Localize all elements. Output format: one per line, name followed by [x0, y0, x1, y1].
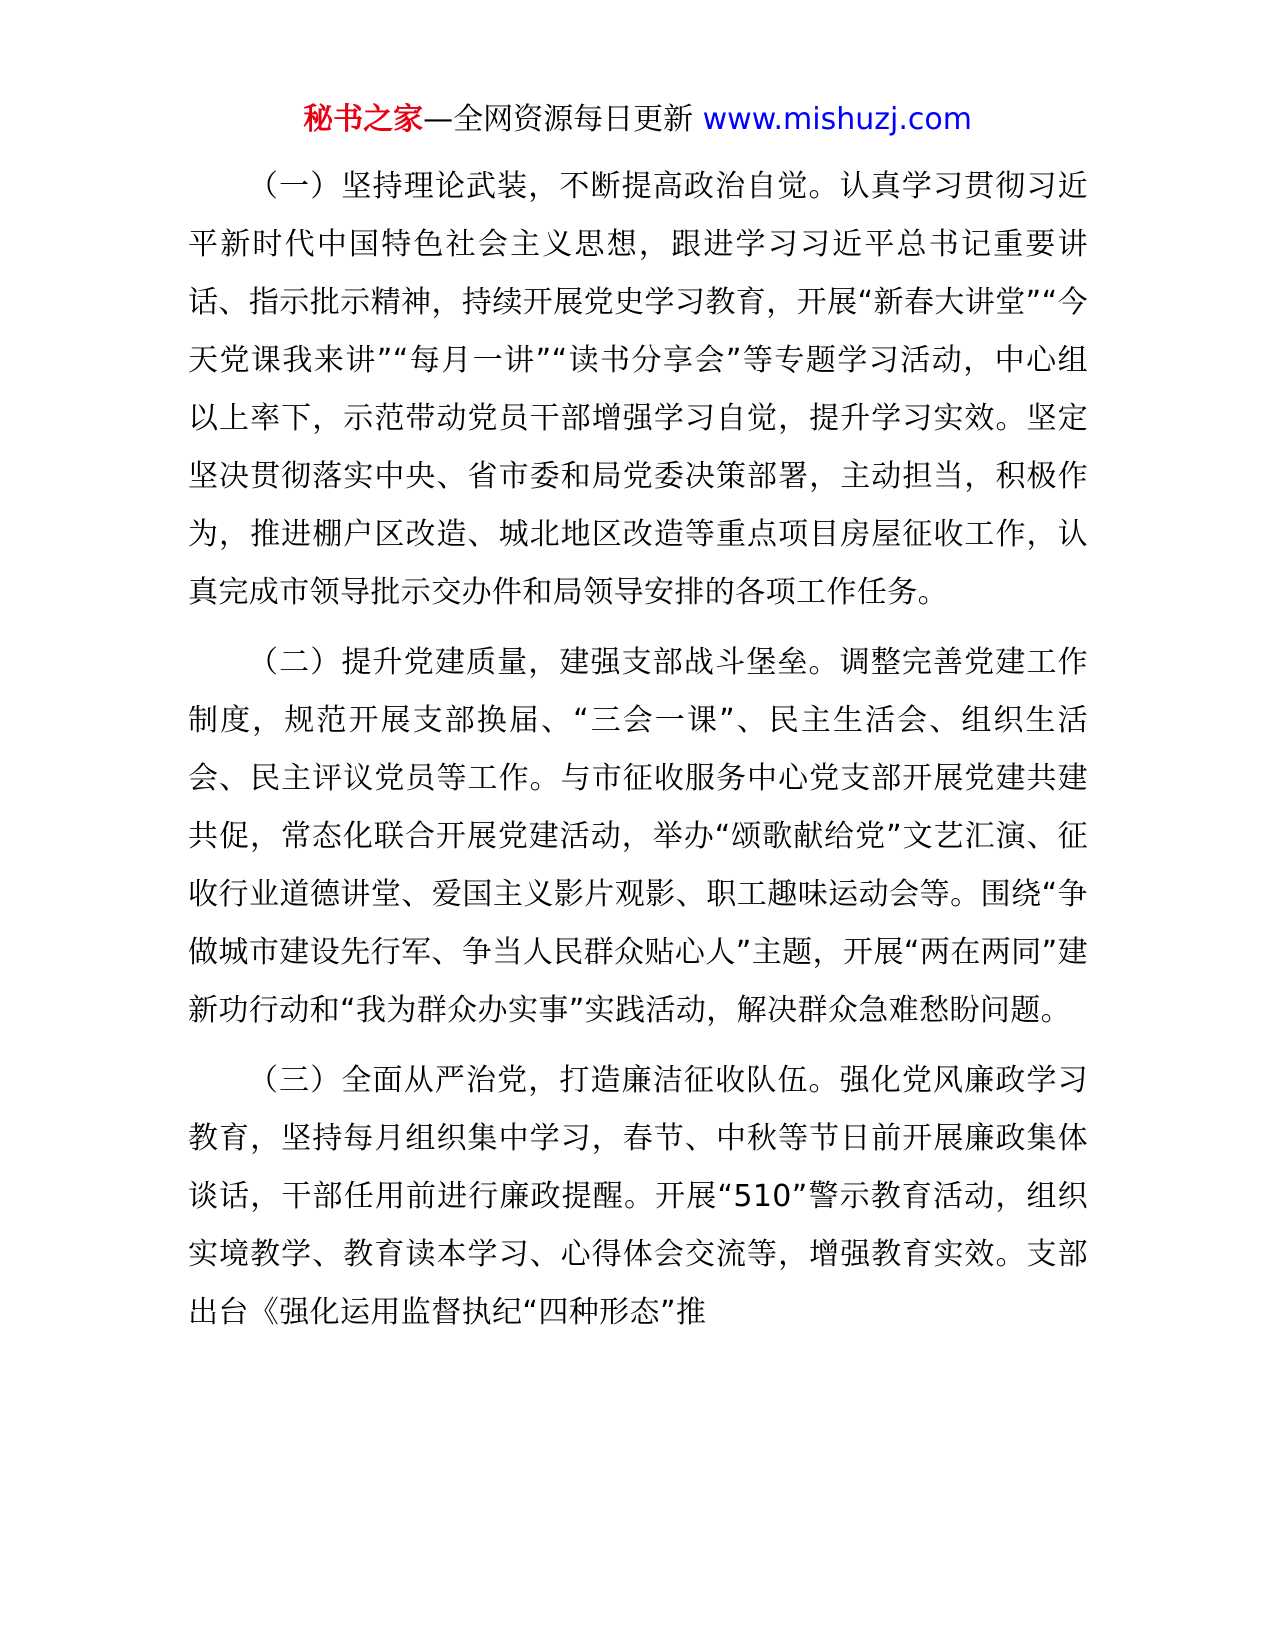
site-brand: 秘书之家: [303, 102, 424, 137]
site-tagline: —全网资源每日更新: [423, 102, 703, 137]
paragraph-2: （二）提升党建质量，建强支部战斗堡垒。调整完善党建工作制度，规范开展支部换届、“三会一课”、民主生活会、组织生活会、民主评议党员等工作。与市征收服务中心党支部开展党建共建共促，常态化联合开展党建活动，举办“颂歌献给党”文艺汇演、征收行业道德讲堂、爱国主义影片观影、职工趣味运动会等。围绕“争做城市建设先行军、争当人民群众贴心人”主题，开展“两在两同”建新功行动和“我为群众办实事”实践活动，解决群众急难愁盼问题。: [188, 645, 1088, 1028]
document-body: [188, 158, 1088, 1354]
paragraph-3: （三）全面从严治党，打造廉洁征收队伍。强化党风廉政学习教育，坚持每月组织集中学习，春节、中秋等节日前开展廉政集体谈话，干部任用前进行廉政提醒。开展“510”警示教育活动，组织实境教学、教育读本学习、心得体会交流等，增强教育实效。支部出台《强化运用监督执纪“四种形态”推: [188, 1063, 1088, 1330]
site-header: [0, 100, 1275, 140]
paragraph-1: （一）坚持理论武装，不断提高政治自觉。认真学习贯彻习近平新时代中国特色社会主义思想，跟进学习习近平总书记重要讲话、指示批示精神，持续开展党史学习教育，开展“新春大讲堂”“今天党课我来讲”“每月一讲”“读书分享会”等专题学习活动，中心组以上率下，示范带动党员干部增强学习自觉，提升学习实效。坚定坚决贯彻落实中央、省市委和局党委决策部署，主动担当，积极作为，推进棚户区改造、城北地区改造等重点项目房屋征收工作，认真完成市领导批示交办件和局领导安排的各项工作任务。: [188, 169, 1088, 610]
site-url-link[interactable]: www.mishuzj.com: [702, 102, 972, 137]
